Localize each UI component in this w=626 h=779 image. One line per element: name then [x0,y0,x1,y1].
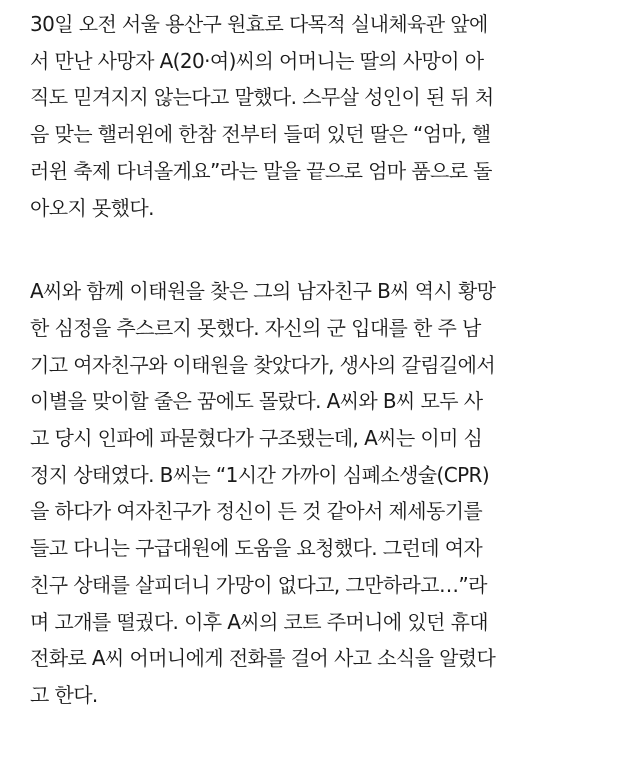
text-line: 아오지 못했다. [30,195,154,220]
text-line: 고 당시 인파에 파묻혔다가 구조됐는데, A씨는 이미 심 [30,426,483,451]
text-line: 친구 상태를 살피더니 가망이 없다고, 그만하라고…”라 [30,572,487,597]
text-line: 한 심정을 추스르지 못했다. 자신의 군 입대를 한 주 남 [30,315,481,340]
text-line: 기고 여자친구와 이태원을 찾았다가, 생사의 갈림길에서 [30,352,496,377]
text-line: A씨와 함께 이태원을 찾은 그의 남자친구 B씨 역시 황망 [30,279,496,304]
text-line: 전화로 A씨 어머니에게 전화를 걸어 사고 소식을 알렸다 [30,646,496,671]
text-line: 을 하다가 여자친구가 정신이 든 것 같아서 제세동기를 [30,499,483,524]
text-line: 고 한다. [30,682,98,707]
text-line: 러윈 축제 다녀올게요”라는 말을 끝으로 엄마 품으로 돌 [30,158,492,183]
text-line: 30일 오전 서울 용산구 원효로 다목적 실내체육관 앞에 [30,12,488,36]
article-body [30,6,600,714]
text-line: 이별을 맞이할 줄은 꿈에도 몰랐다. A씨와 B씨 모두 사 [30,389,483,414]
text-line: 직도 믿겨지지 않는다고 말했다. 스무살 성인이 된 뒤 처 [30,85,494,110]
text-line: 음 맞는 핼러윈에 한참 전부터 들떠 있던 딸은 “엄마, 핼 [30,122,491,147]
text-line: 며 고개를 떨궜다. 이후 A씨의 코트 주머니에 있던 휴대 [30,609,489,634]
paragraph-spacer [30,226,600,273]
paragraph-2 [30,273,600,713]
text-line: 정지 상태였다. B씨는 “1시간 가까이 심폐소생술(CPR) [30,462,490,487]
paragraph-1 [30,6,600,226]
text-line: 들고 다니는 구급대원에 도움을 요청했다. 그런데 여자 [30,536,483,561]
text-line: 서 만난 사망자 A(20·여)씨의 어머니는 딸의 사망이 아 [30,48,484,73]
